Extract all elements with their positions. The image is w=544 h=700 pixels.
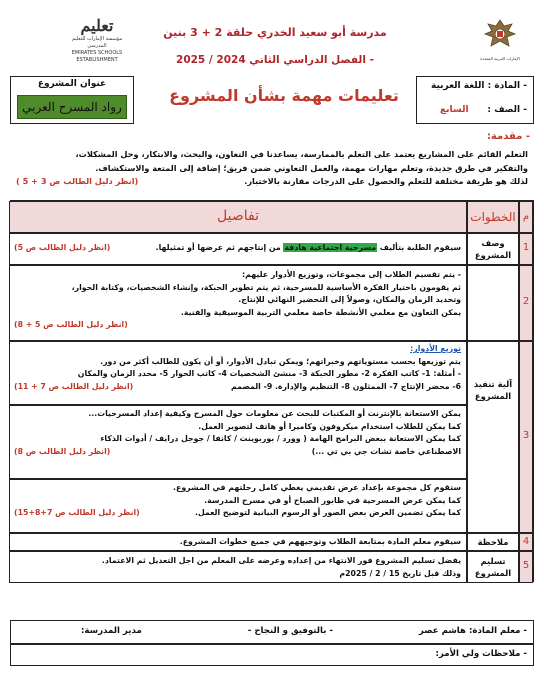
row-3c-details xyxy=(14,482,461,520)
row-2-ref: (انظر دليل الطالب ص 5 + 8) xyxy=(14,320,128,329)
row-3a-line-3-text: 6- محضر الإنتاج 7- الممثلون 8- التنظيم والإدارة. 9- المصمم xyxy=(231,381,461,391)
row-3a-line-2: - أمثلة: 1- كاتب الفكرة 2- مطور الحبكة 3- منشئ الشخصيات 4- كاتب الحوار 5- محدد الزمان والمكان xyxy=(77,369,461,378)
intro-line-3 xyxy=(16,175,528,189)
row-2-details xyxy=(14,269,461,332)
row-4-num-cell xyxy=(519,533,533,551)
row-3c-line-2: كما يمكن عرض المسرحية في طابور الصباح أو في مسرح المدرسة. xyxy=(204,495,461,505)
school-name: مدرسة أبو سعيد الخدري حلقة 2 + 3 بنين xyxy=(163,26,387,39)
row-3c-ref: (انظر دليل الطالب ص 7+8+15) xyxy=(14,508,140,517)
row-4-details: سيقوم معلم المادة بمتابعة الطلاب وتوجيههم في جميع خطوات المشروع. xyxy=(179,537,461,546)
row-3b-line-4-text: الاصطناعي خاصة تشات جي بي تي ...) xyxy=(311,446,461,456)
project-title-box xyxy=(10,76,134,124)
row-4-details-cell xyxy=(9,533,467,551)
header-steps-cell xyxy=(467,201,519,233)
row-3-step-line-1: آلية تنفيذ xyxy=(473,379,513,389)
row-3b-details-cell xyxy=(9,405,467,479)
term-line: - الفصل الدراسي الثاني 2024 / 2025 xyxy=(176,54,374,66)
subject-grade-box xyxy=(416,76,534,124)
row-1-highlight: مسرحية اجتماعية هادفة xyxy=(284,243,377,252)
signature-row xyxy=(10,620,534,644)
row-3-num-cell xyxy=(519,341,533,533)
row-3c-line-3-text: كما يمكن تضمين العرض بعض الصور أو الرسوم البيانية لتوضيح العمل. xyxy=(195,508,461,517)
ese-logo xyxy=(62,16,132,68)
row-5-line-1: يفضل تسليم المشروع فور الانتهاء من إعداده وعرضه على المعلم من اجل التعديل ثم الاعتماد. xyxy=(101,556,461,565)
row-2-line-1: - يتم تقسيم الطلاب إلى مجموعات، وتوزيع الأدوار عليهم: xyxy=(242,270,461,279)
row-2-line-2: ثم يقومون باختيار الفكرة الأساسية للمسرحية، ثم يتم تطوير الحبكة، وإنشاء الشخصيات، وكتابة الحوار، xyxy=(71,282,461,292)
row-3b-details xyxy=(14,408,461,458)
info-row xyxy=(10,76,534,124)
row-3a-details xyxy=(14,343,461,393)
row-5-num-cell xyxy=(519,551,533,583)
intro-line-2: والتفكير في طرق جديدة، وتعلم مهارات مهمة، والعمل التعاوني ضمن فريق؛ إضافة إلى المتعة والاستكشاف. xyxy=(95,162,528,173)
grade-line xyxy=(440,105,527,115)
row-5-step xyxy=(468,555,518,579)
row-2-num-cell xyxy=(519,265,533,341)
row-5-step-line-2: المشروع xyxy=(474,568,512,578)
row-1-ref: (انظر دليل الطالب ص 5) xyxy=(14,243,111,252)
parent-notes-label: - ملاحظات ولي الأمر: xyxy=(435,649,527,659)
row-3-step xyxy=(468,378,518,402)
row-1-num-cell xyxy=(519,233,533,265)
roles-heading: توزيع الأدوار: xyxy=(410,344,461,353)
row-1-text-a: سيقوم الطلبة بتأليف xyxy=(377,243,461,252)
row-5-line-2: وذلك قبل تاريخ 15 / 2 / 2025م xyxy=(339,568,461,578)
row-2-line-4: يمكن التعاون مع معلمي الأنشطة خاصة معلمي التربية الموسيقية والفنية. xyxy=(180,307,461,317)
row-3c-line-1: ستقوم كل مجموعة بإعداد عرض تقديمي يغطي كامل رحلتهم في المشروع. xyxy=(173,483,461,492)
grade-value: السابع xyxy=(440,105,469,115)
header-num-cell xyxy=(519,201,533,233)
row-1-step-line-1: وصف xyxy=(481,238,505,248)
row-5-details-cell xyxy=(9,551,467,583)
intro-line-3-text: لذلك هو طريقة مختلفة للتعلم والحصول على الدرجات مقارنة بالاختبار. xyxy=(244,176,528,186)
ese-logo-text: مؤسسة الإمارات للتعليم المدرسي xyxy=(71,36,123,49)
subject-label: - المادة : اللغة العربية xyxy=(430,81,527,91)
project-title-label: عنوان المشروع xyxy=(37,79,107,89)
row-5-details xyxy=(14,555,461,580)
header-steps: الخطوات xyxy=(470,210,516,224)
row-5-num: 5 xyxy=(522,560,530,571)
row-3b-line-3: كما يمكن الاستعانة ببعض البرامج الهامة ( وورد / بوربوينت / كانفا / جوجل درايف / أدوات الذكاء xyxy=(100,434,461,443)
row-2-num: 2 xyxy=(522,296,530,307)
row-3b-line-1: يمكن الاستعانة بالإنترنت أو المكتبات للبحث عن معلومات حول المسرح وكيفية إعداد المسرحيات... xyxy=(88,409,461,418)
row-3a-details-cell xyxy=(9,341,467,405)
row-4-step: ملاحظة xyxy=(477,537,509,547)
intro-line-1: التعلم القائم على المشاريع يعتمد على التعلم بالممارسة، يساعدنا في التعاون، والبحث، والابتكار، وحل المشكلات، xyxy=(75,149,528,159)
teacher-name: - معلم المادة: هاشم عصر xyxy=(418,626,527,636)
row-1-num: 1 xyxy=(522,242,530,253)
row-5-step-line-1: تسليم xyxy=(480,556,506,566)
row-2-step-cell xyxy=(467,265,519,341)
row-5-step-cell xyxy=(467,551,519,583)
row-3a-line-1: يتم توزيعها بحسب مستوياتهم وخبراتهم؛ ويمكن تبادل الأدوار، أو أن يكون للطالب أكثر من دور. xyxy=(100,356,461,366)
project-title-value: رواد المسرح العربي xyxy=(17,95,127,119)
row-3c-details-cell xyxy=(9,479,467,533)
header-details-cell xyxy=(9,201,467,233)
good-luck-wish: - بالتوفيق و النجاح - xyxy=(247,626,333,636)
uae-emblem-logo xyxy=(478,18,522,66)
row-1-details xyxy=(14,242,461,255)
row-1-step xyxy=(468,237,518,261)
row-2-line-3: وتحديد الزمان والمكان، وصولاً إلى التحضير النهائي للإنتاج. xyxy=(238,295,461,304)
row-4-num: 4 xyxy=(522,536,530,547)
header-details: تفاصيل xyxy=(217,208,259,224)
grade-label: - الصف : xyxy=(487,105,527,115)
ese-logo-mark: تعليم xyxy=(80,16,114,35)
intro-text xyxy=(16,148,528,189)
emblem-caption: الإمارات العربية المتحدة xyxy=(480,56,520,61)
row-3c-line-3 xyxy=(14,507,461,520)
header-num: م xyxy=(522,211,530,222)
row-3a-line-3 xyxy=(14,381,461,394)
row-4-step-cell xyxy=(467,533,519,551)
document-header xyxy=(0,14,544,72)
intro-heading: - مقدمة: xyxy=(486,131,530,142)
page-title: تعليمات مهمة بشأن المشروع xyxy=(169,86,399,105)
steps-table xyxy=(10,200,534,582)
ese-logo-text-en: EMIRATES SCHOOLS ESTABLISHMENT xyxy=(71,50,123,63)
row-3b-ref: (انظر دليل الطالب ص 8) xyxy=(14,446,111,456)
parent-notes-row xyxy=(10,644,534,666)
row-1-text-b: من إنتاجهم ثم عرضها أو تمثيلها. xyxy=(155,243,284,252)
principal-label: مدير المدرسة: xyxy=(81,626,142,636)
intro-ref: (انظر دليل الطالب ص 3 + 5 ) xyxy=(16,176,139,186)
row-1-step-cell xyxy=(467,233,519,265)
row-3b-line-2: كما يمكن للطلاب استخدام ميكروفون وكاميرا أو هاتف لتصوير العمل. xyxy=(198,421,461,431)
row-3-num: 3 xyxy=(522,430,530,441)
row-2-details-cell xyxy=(9,265,467,341)
falcon-emblem-icon xyxy=(482,18,518,52)
row-3-step-line-2: المشروع xyxy=(474,391,512,401)
row-3-step-cell xyxy=(467,341,519,533)
row-1-step-line-2: المشروع xyxy=(474,250,512,260)
row-3b-line-4 xyxy=(14,446,461,459)
row-1-details-cell xyxy=(9,233,467,265)
row-3a-ref: (انظر دليل الطالب ص 7 + 11) xyxy=(14,381,134,391)
